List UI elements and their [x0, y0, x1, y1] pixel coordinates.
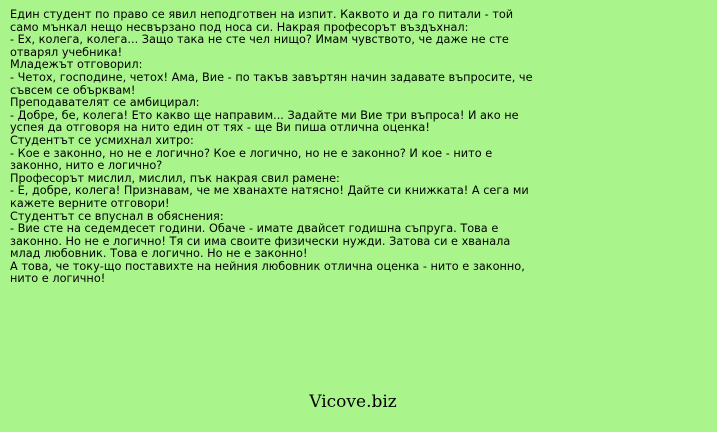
- joke-line: Студентът се впуснал в обяснения:: [10, 209, 224, 223]
- joke-line: - Е, добре, колега! Признавам, че ме хванахте натясно! Дайте си книжката! А сега ми: [10, 184, 529, 198]
- joke-line: нито е логично!: [10, 272, 106, 286]
- joke-line: съвсем се обърквам!: [10, 83, 136, 97]
- joke-line: - Ех, колега, колега... Защо така не сте чел нищо? Имам чувството, че даже не сте: [10, 33, 509, 47]
- joke-line: - Добре, бе, колега! Ето какво ще направим... Задайте ми Вие три въпроса! И ако не: [10, 108, 519, 122]
- joke-line: законно. Но не е логично! Тя си има своите физически нужди. Затова си е хванала: [10, 234, 511, 248]
- joke-line: Един студент по право се явил неподготвен на изпит. Каквото и да го питали - той: [10, 8, 514, 21]
- joke-line: - Кое е законно, но не е логично? Кое е логично, но не е законно? И кое - нито е: [10, 146, 493, 160]
- joke-line: законно, нито е логично?: [10, 159, 163, 173]
- joke-line: само мънкал нещо несвързано под носа си. Накрая професорът въздъхнал:: [10, 20, 469, 34]
- joke-line: отварял учебника!: [10, 45, 123, 59]
- joke-line: Младежът отговорил:: [10, 58, 143, 72]
- joke-line: млад любовник. Това е логично. Но не е законно!: [10, 247, 308, 261]
- joke-line: - Четох, господине, четох! Ама, Вие - по такъв завъртян начин задавате въпросите, че: [10, 70, 533, 84]
- joke-text: [10, 9, 710, 286]
- joke-line: - Вие сте на седемдесет години. Обаче - имате двайсет годишна съпруга. Това е: [10, 222, 499, 236]
- joke-line: Студентът се усмихнал хитро:: [10, 133, 194, 147]
- joke-line: Професорът мислил, мислил, пък накрая свил рамене:: [10, 171, 340, 185]
- joke-line: А това, че току-що поставихте на нейния любовник отлична оценка - нито е законно,: [10, 259, 525, 273]
- site-brand: Vicove.biz: [309, 392, 397, 412]
- joke-line: успея да отговоря на нито един от тях - ще Ви пиша отлична оценка!: [10, 121, 430, 135]
- joke-line: Преподавателят се амбицирал:: [10, 96, 200, 110]
- joke-line: кажете верните отговори!: [10, 196, 170, 210]
